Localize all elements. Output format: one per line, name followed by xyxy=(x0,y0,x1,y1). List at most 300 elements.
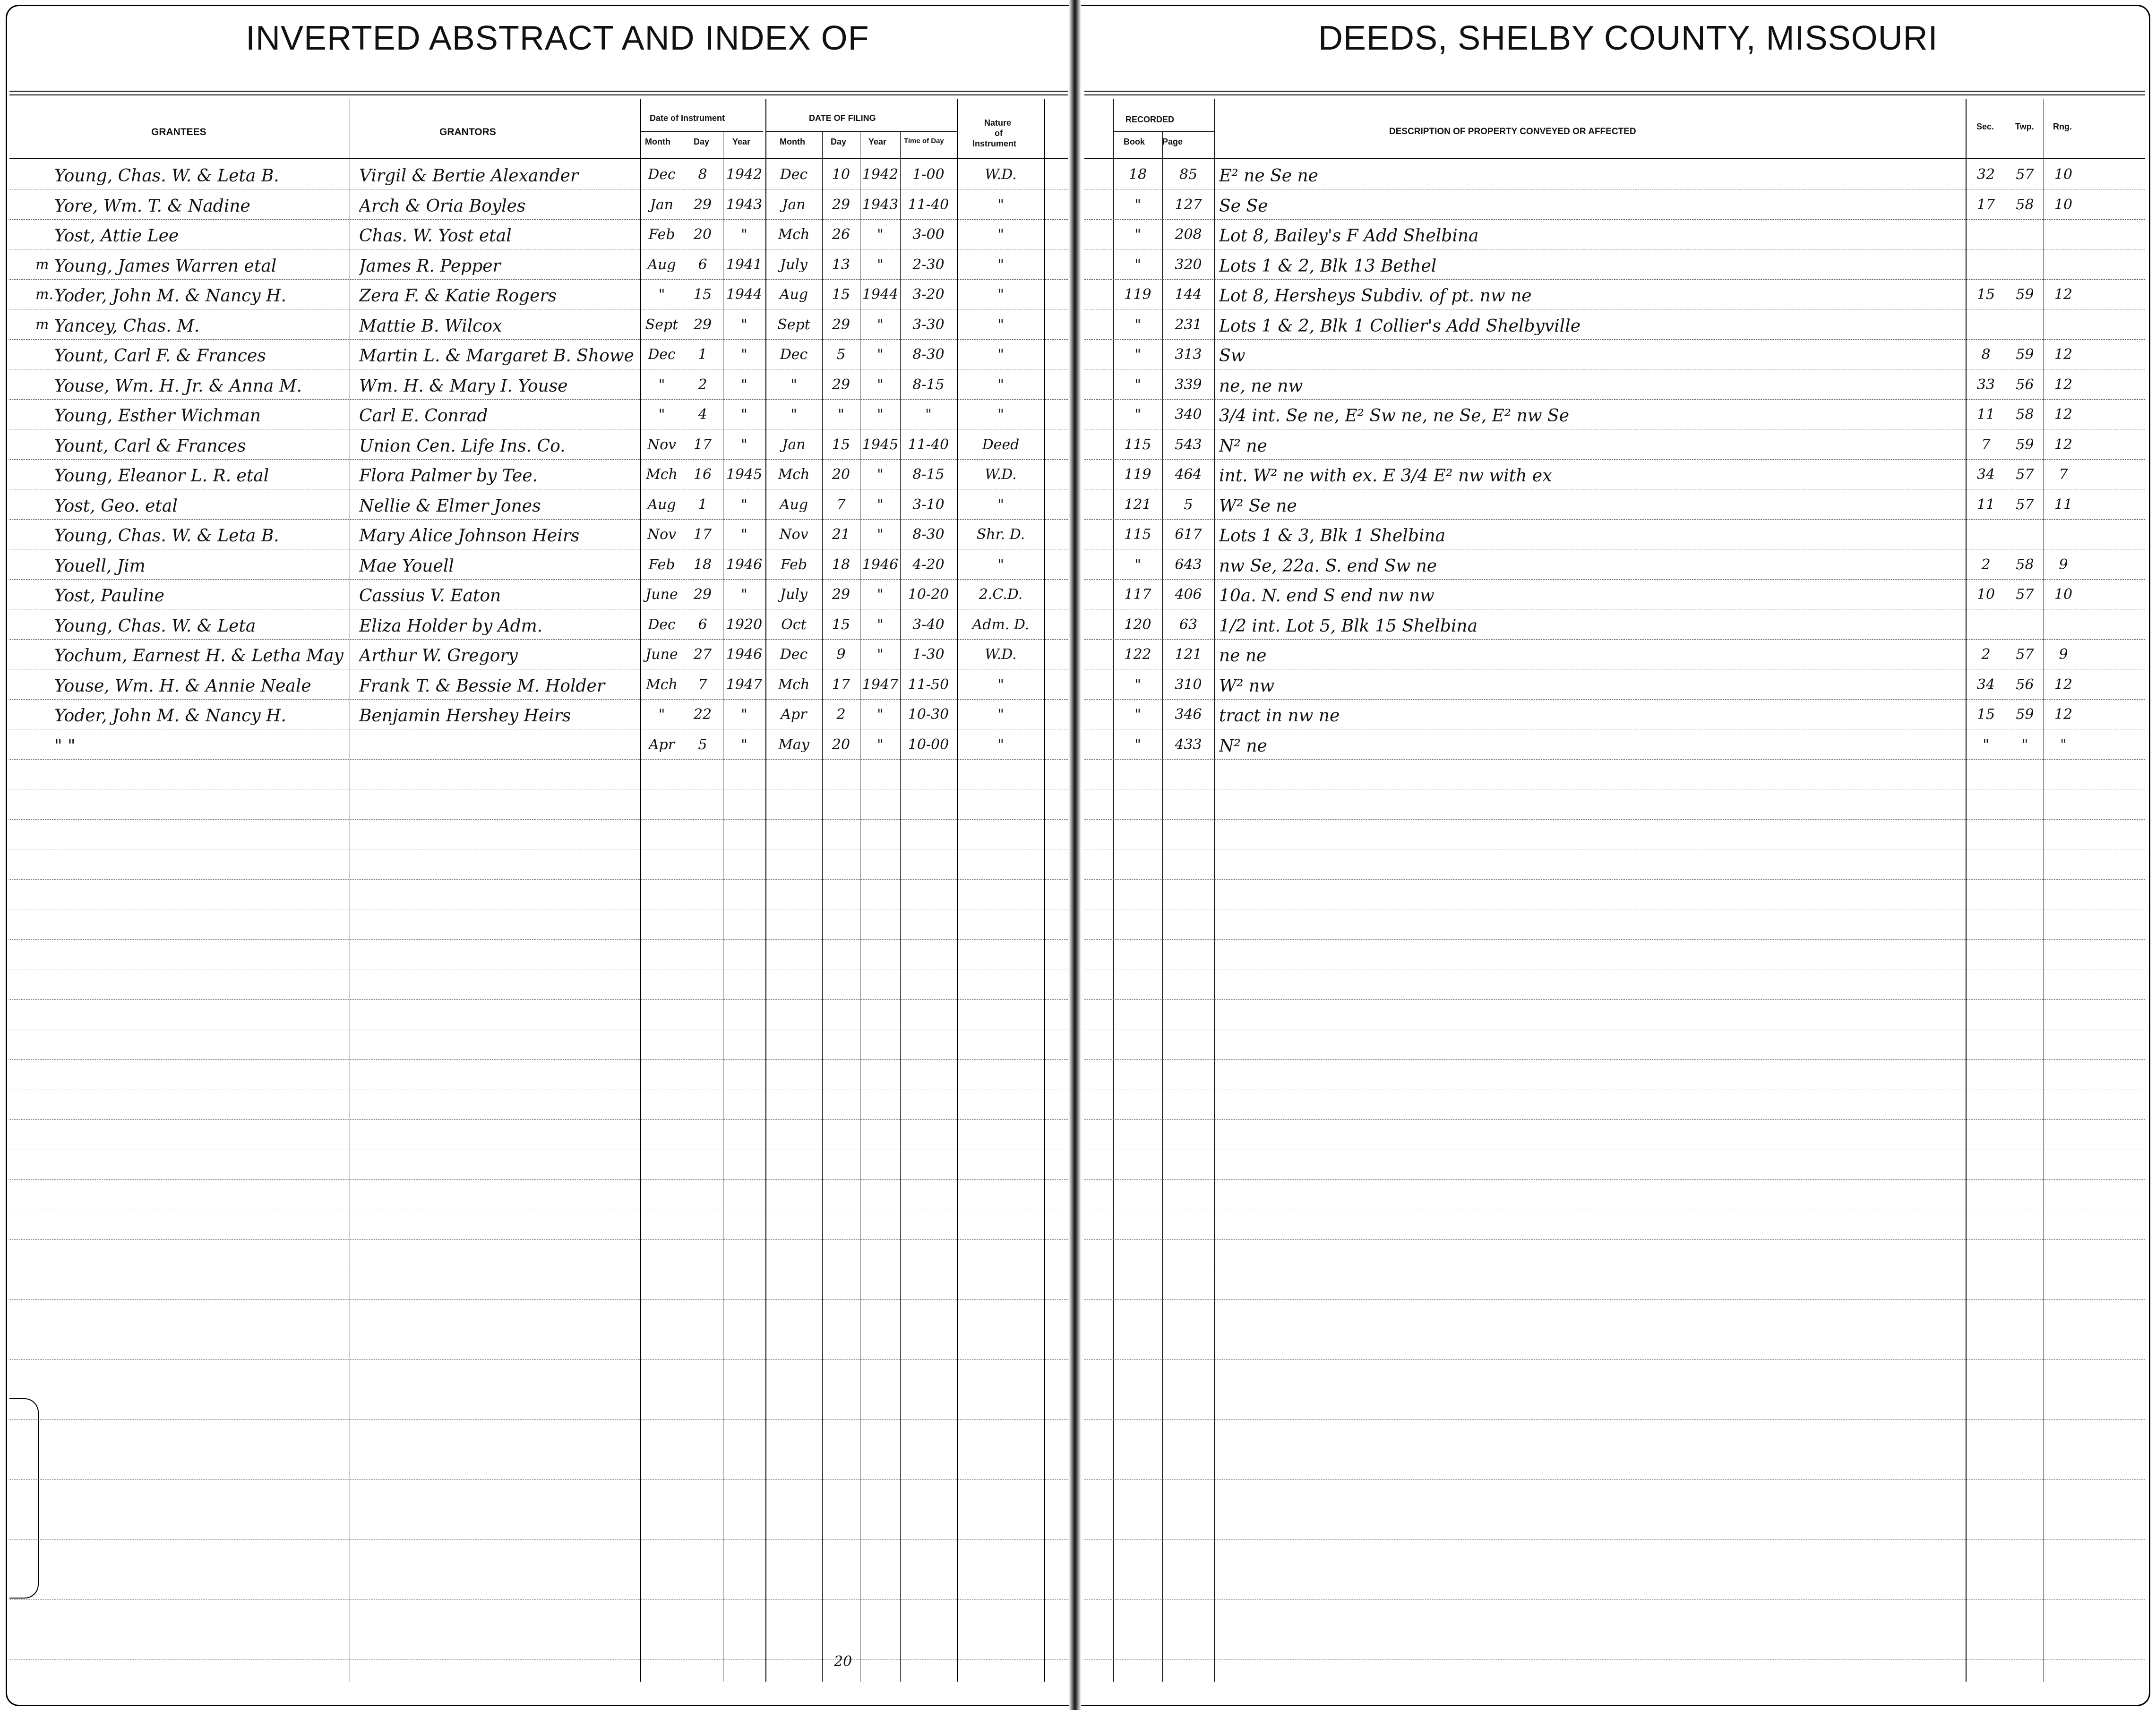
instrument-year: " xyxy=(741,317,747,332)
row-rule xyxy=(9,819,1068,820)
range: 12 xyxy=(2054,708,2073,722)
filing-month: Dec xyxy=(780,648,808,662)
recorded-book: " xyxy=(1134,377,1141,392)
filing-month: Mch xyxy=(778,468,810,482)
grantee-name: Youse, Wm. H. & Annie Neale xyxy=(54,677,311,695)
grantee-name: Young, Chas. W. & Leta B. xyxy=(54,168,279,185)
row-rule xyxy=(9,999,1068,1000)
recorded-page: 340 xyxy=(1175,408,1202,422)
filing-month: Feb xyxy=(780,557,807,572)
range: 7 xyxy=(2059,468,2068,482)
filing-year: 1946 xyxy=(862,557,899,572)
township: 56 xyxy=(2016,377,2034,392)
nature-of-instrument: Shr. D. xyxy=(976,528,1025,542)
filing-time: " xyxy=(925,408,932,422)
property-description: tract in nw ne xyxy=(1219,708,1340,725)
filing-month: Dec xyxy=(780,168,808,182)
page-number: 20 xyxy=(834,1653,852,1670)
property-description: Lots 1 & 3, Blk 1 Shelbina xyxy=(1219,528,1446,545)
property-description: W² Se ne xyxy=(1219,497,1297,515)
recorded-book: " xyxy=(1134,197,1141,212)
section: 7 xyxy=(1981,437,1991,452)
header-grantees: GRANTEES xyxy=(151,127,206,137)
filing-month: Oct xyxy=(781,617,807,632)
row-rule xyxy=(9,219,1068,220)
instrument-day: 29 xyxy=(693,197,712,212)
row-rule xyxy=(1084,1239,2145,1240)
row-rule xyxy=(9,519,1068,520)
range: 10 xyxy=(2054,197,2073,212)
recorded-book: 119 xyxy=(1124,288,1151,302)
row-rule xyxy=(1084,939,2145,940)
filing-day: 18 xyxy=(832,557,850,572)
range: 12 xyxy=(2054,677,2073,692)
filing-time: 3-10 xyxy=(912,497,945,512)
recorded-page: 231 xyxy=(1175,317,1202,332)
range: 10 xyxy=(2054,168,2073,182)
header-page: Page xyxy=(1162,137,1183,146)
filing-month: Mch xyxy=(778,228,810,242)
row-rule xyxy=(9,1179,1068,1180)
recorded-page: 208 xyxy=(1175,228,1202,242)
instrument-year: " xyxy=(741,348,747,362)
grantee-name: Yount, Carl F. & Frances xyxy=(54,348,266,365)
recorded-page: 406 xyxy=(1175,588,1202,602)
row-rule xyxy=(9,279,1068,280)
recorded-book: " xyxy=(1134,737,1141,752)
header-file-month: Month xyxy=(780,137,805,146)
filing-time: 3-20 xyxy=(912,288,945,302)
grantee-name: Yore, Wm. T. & Nadine xyxy=(54,197,250,215)
filing-time: 8-15 xyxy=(912,377,945,392)
recorded-book: " xyxy=(1134,317,1141,332)
property-description: 1/2 int. Lot 5, Blk 15 Shelbina xyxy=(1219,617,1478,635)
header-description: DESCRIPTION OF PROPERTY CONVEYED OR AFFECTED xyxy=(1389,127,1636,137)
filing-month: Sept xyxy=(777,317,810,332)
property-description: ne ne xyxy=(1219,648,1267,665)
nature-of-instrument: " xyxy=(997,497,1004,512)
section: 15 xyxy=(1976,288,1995,302)
township: 59 xyxy=(2016,348,2034,362)
nature-of-instrument: W.D. xyxy=(985,468,1017,482)
row-rule xyxy=(1084,579,2145,580)
row-rule xyxy=(1084,999,2145,1000)
nature-of-instrument: " xyxy=(997,348,1004,362)
recorded-page: 464 xyxy=(1175,468,1202,482)
instrument-day: 1 xyxy=(698,497,707,512)
grantee-name: Young, Chas. W. & Leta B. xyxy=(54,528,279,545)
nature-of-instrument: Adm. D. xyxy=(972,617,1030,632)
filing-time: 4-20 xyxy=(912,557,945,572)
filing-year: " xyxy=(877,588,884,602)
instrument-month: Feb xyxy=(648,228,675,242)
header-file-year: Year xyxy=(868,137,887,146)
filing-time: 11-40 xyxy=(908,197,949,212)
nature-of-instrument: " xyxy=(997,737,1004,752)
section: 17 xyxy=(1976,197,1995,212)
range: 12 xyxy=(2054,377,2073,392)
range: " xyxy=(2060,737,2067,752)
instrument-month: Aug xyxy=(647,497,676,512)
property-description: Lot 8, Hersheys Subdiv. of pt. nw ne xyxy=(1219,288,1532,305)
instrument-year: " xyxy=(741,708,747,722)
instrument-day: 16 xyxy=(693,468,712,482)
filing-month: Jan xyxy=(782,197,806,212)
recorded-book: 120 xyxy=(1124,617,1151,632)
grantor-name: Nellie & Elmer Jones xyxy=(359,497,541,515)
filing-year: " xyxy=(877,737,884,752)
recorded-page: 433 xyxy=(1175,737,1202,752)
grantee-name: Yancey, Chas. M. xyxy=(54,317,200,335)
grantor-name: Cassius V. Eaton xyxy=(359,588,501,605)
range: 9 xyxy=(2059,648,2068,662)
book-spine xyxy=(1069,0,1081,1710)
nature-of-instrument: " xyxy=(997,408,1004,422)
section: 32 xyxy=(1976,168,1995,182)
grantor-name: Benjamin Hershey Heirs xyxy=(359,708,571,725)
row-rule xyxy=(1084,399,2145,400)
filing-day: 29 xyxy=(832,588,850,602)
grantee-name: " " xyxy=(54,737,76,755)
nature-of-instrument: Deed xyxy=(982,437,1020,452)
instrument-day: 6 xyxy=(698,617,707,632)
filing-day: 20 xyxy=(832,737,850,752)
filing-month: May xyxy=(778,737,809,752)
instrument-year: 1942 xyxy=(726,168,763,182)
filing-day: 29 xyxy=(832,377,850,392)
grantor-name: Zera F. & Katie Rogers xyxy=(359,288,557,305)
property-description: Se Se xyxy=(1219,197,1268,215)
instrument-year: " xyxy=(741,377,747,392)
instrument-month: " xyxy=(658,408,665,422)
recorded-book: 115 xyxy=(1124,528,1151,542)
filing-time: 2-30 xyxy=(912,257,945,272)
filing-month: Apr xyxy=(781,708,807,722)
instrument-year: 1941 xyxy=(726,257,763,272)
grantor-name: Virgil & Bertie Alexander xyxy=(359,168,579,185)
filing-day: 10 xyxy=(832,168,850,182)
recorded-page: 121 xyxy=(1175,648,1202,662)
row-rule xyxy=(9,759,1068,760)
filing-day: " xyxy=(838,408,844,422)
recorded-book: " xyxy=(1134,257,1141,272)
row-rule xyxy=(1084,759,2145,760)
instrument-year: 1947 xyxy=(726,677,763,692)
recorded-book: 122 xyxy=(1124,648,1151,662)
instrument-month: Nov xyxy=(647,437,677,452)
grantee-name: Yost, Geo. etal xyxy=(54,497,178,515)
instrument-month: Jan xyxy=(650,197,674,212)
filing-year: " xyxy=(877,408,884,422)
row-rule xyxy=(1084,1119,2145,1120)
filing-day: 29 xyxy=(832,317,850,332)
range: 9 xyxy=(2059,557,2068,572)
row-rule xyxy=(1084,639,2145,640)
grantor-name: Arthur W. Gregory xyxy=(359,648,518,665)
header-time-of-day: Time of Day xyxy=(904,137,944,145)
instrument-year: " xyxy=(741,437,747,452)
recorded-book: " xyxy=(1134,348,1141,362)
filing-month: July xyxy=(780,257,807,272)
filing-month: Aug xyxy=(779,497,808,512)
instrument-year: 1944 xyxy=(726,288,763,302)
header-sec: Sec. xyxy=(1976,122,1994,131)
instrument-year: " xyxy=(741,528,747,542)
instrument-day: 2 xyxy=(698,377,707,392)
nature-of-instrument: " xyxy=(997,288,1004,302)
township: 57 xyxy=(2016,497,2034,512)
property-description: W² nw xyxy=(1219,677,1274,695)
grantor-name: Wm. H. & Mary I. Youse xyxy=(359,377,568,395)
nature-of-instrument: W.D. xyxy=(985,168,1017,182)
property-description: Lots 1 & 2, Blk 1 Collier's Add Shelbyville xyxy=(1219,317,1581,335)
recorded-page: 643 xyxy=(1175,557,1202,572)
instrument-year: 1946 xyxy=(726,557,763,572)
recorded-book: 121 xyxy=(1124,497,1151,512)
row-rule xyxy=(9,939,1068,940)
filing-day: 17 xyxy=(832,677,850,692)
filing-month: Mch xyxy=(778,677,810,692)
filing-year: 1947 xyxy=(862,677,899,692)
property-description: E² ne Se ne xyxy=(1219,168,1318,185)
grantee-name: Yoder, John M. & Nancy H. xyxy=(54,708,286,725)
filing-year: " xyxy=(877,377,884,392)
row-rule xyxy=(9,459,1068,460)
instrument-month: Dec xyxy=(648,348,676,362)
filing-month: Aug xyxy=(779,288,808,302)
recorded-page: 127 xyxy=(1175,197,1202,212)
filing-time: 10-20 xyxy=(908,588,949,602)
instrument-month: Mch xyxy=(646,677,678,692)
recorded-book: " xyxy=(1134,557,1141,572)
township: 58 xyxy=(2016,557,2034,572)
recorded-page: 543 xyxy=(1175,437,1202,452)
township: 59 xyxy=(2016,437,2034,452)
property-description: 10a. N. end S end nw nw xyxy=(1219,588,1434,605)
recorded-page: 63 xyxy=(1179,617,1198,632)
section: 11 xyxy=(1976,497,1995,512)
instrument-year: 1946 xyxy=(726,648,763,662)
instrument-month: June xyxy=(645,588,678,602)
nature-of-instrument: " xyxy=(997,197,1004,212)
grantee-name: Yoder, John M. & Nancy H. xyxy=(54,288,286,305)
section: 15 xyxy=(1976,708,1995,722)
row-rule xyxy=(1084,699,2145,700)
township: 59 xyxy=(2016,288,2034,302)
row-rule xyxy=(9,879,1068,880)
grantee-name: Young, Eleanor L. R. etal xyxy=(54,468,269,485)
filing-year: 1943 xyxy=(862,197,899,212)
recorded-book: " xyxy=(1134,408,1141,422)
township: 57 xyxy=(2016,648,2034,662)
property-description: Lot 8, Bailey's F Add Shelbina xyxy=(1219,228,1479,245)
left-page-title: INVERTED ABSTRACT AND INDEX OF xyxy=(246,19,869,57)
nature-of-instrument: " xyxy=(997,677,1004,692)
township: 57 xyxy=(2016,588,2034,602)
recorded-page: 144 xyxy=(1175,288,1202,302)
grantor-name: Martin L. & Margaret B. Showe xyxy=(359,348,634,365)
row-rule xyxy=(1084,339,2145,340)
instrument-day: 5 xyxy=(698,737,707,752)
filing-time: 11-40 xyxy=(908,437,949,452)
header-rng: Rng. xyxy=(2053,122,2072,131)
instrument-day: 17 xyxy=(693,437,712,452)
grantor-name: Flora Palmer by Tee. xyxy=(359,468,538,485)
row-rule xyxy=(1084,1299,2145,1300)
property-description: ne, ne nw xyxy=(1219,377,1303,395)
filing-day: 20 xyxy=(832,468,850,482)
right-row-rules xyxy=(1084,0,2145,1710)
section: 8 xyxy=(1981,348,1991,362)
property-description: Sw xyxy=(1219,348,1245,365)
instrument-month: Sept xyxy=(645,317,679,332)
grantor-name: Carl E. Conrad xyxy=(359,408,488,425)
filing-time: 8-15 xyxy=(912,468,945,482)
header-inst-month: Month xyxy=(645,137,670,146)
instrument-month: Dec xyxy=(648,617,676,632)
grantor-name: Frank T. & Bessie M. Holder xyxy=(359,677,605,695)
filing-month: " xyxy=(790,408,797,422)
row-rule xyxy=(1084,459,2145,460)
filing-day: 15 xyxy=(832,288,850,302)
filing-day: 7 xyxy=(836,497,846,512)
filing-day: 15 xyxy=(832,617,850,632)
property-description: nw Se, 22a. S. end Sw ne xyxy=(1219,557,1437,575)
section: " xyxy=(1983,737,1989,752)
filing-year: 1945 xyxy=(862,437,899,452)
entry-mark: m. xyxy=(35,288,53,302)
filing-time: 8-30 xyxy=(912,348,945,362)
nature-of-instrument: 2.C.D. xyxy=(979,588,1023,602)
township: 56 xyxy=(2016,677,2034,692)
filing-day: 13 xyxy=(832,257,850,272)
property-description: N² ne xyxy=(1219,437,1267,455)
grantee-name: Yost, Pauline xyxy=(54,588,164,605)
grantor-name: Mae Youell xyxy=(359,557,454,575)
instrument-year: 1920 xyxy=(726,617,763,632)
instrument-year: " xyxy=(741,408,747,422)
filing-time: 10-30 xyxy=(908,708,949,722)
grantor-name: James R. Pepper xyxy=(359,257,501,275)
instrument-month: " xyxy=(658,288,665,302)
filing-year: " xyxy=(877,648,884,662)
grantor-name: Eliza Holder by Adm. xyxy=(359,617,543,635)
filing-time: 11-50 xyxy=(908,677,949,692)
township: 59 xyxy=(2016,708,2034,722)
range: 12 xyxy=(2054,408,2073,422)
nature-of-instrument: " xyxy=(997,557,1004,572)
township: 57 xyxy=(2016,468,2034,482)
grantor-name: Mary Alice Johnson Heirs xyxy=(359,528,580,545)
range: 12 xyxy=(2054,288,2073,302)
filing-time: 3-00 xyxy=(912,228,945,242)
row-rule xyxy=(1084,1179,2145,1180)
range: 11 xyxy=(2054,497,2073,512)
filing-year: " xyxy=(877,228,884,242)
nature-of-instrument: " xyxy=(997,377,1004,392)
filing-year: " xyxy=(877,708,884,722)
instrument-month: Dec xyxy=(648,168,676,182)
instrument-month: Aug xyxy=(647,257,676,272)
section: 10 xyxy=(1976,588,1995,602)
instrument-year: 1943 xyxy=(726,197,763,212)
instrument-day: 17 xyxy=(693,528,712,542)
grantor-name: Mattie B. Wilcox xyxy=(359,317,502,335)
nature-of-instrument: " xyxy=(997,708,1004,722)
header-date-of-filing: DATE OF FILING xyxy=(809,113,876,123)
instrument-day: 27 xyxy=(693,648,712,662)
filing-year: " xyxy=(877,317,884,332)
recorded-page: 313 xyxy=(1175,348,1202,362)
nature-of-instrument: " xyxy=(997,257,1004,272)
right-page-title: DEEDS, SHELBY COUNTY, MISSOURI xyxy=(1318,19,1938,57)
filing-day: 15 xyxy=(832,437,850,452)
filing-time: 3-30 xyxy=(912,317,945,332)
grantee-name: Yount, Carl & Frances xyxy=(54,437,246,455)
section: 11 xyxy=(1976,408,1995,422)
filing-month: Nov xyxy=(779,528,808,542)
filing-time: 10-00 xyxy=(908,737,949,752)
filing-time: 8-30 xyxy=(912,528,945,542)
range: 10 xyxy=(2054,588,2073,602)
header-recorded: RECORDED xyxy=(1125,115,1175,124)
recorded-page: 5 xyxy=(1184,497,1193,512)
recorded-book: " xyxy=(1134,708,1141,722)
filing-month: July xyxy=(780,588,807,602)
instrument-day: 22 xyxy=(693,708,712,722)
header-nature-1: Nature xyxy=(984,118,1012,128)
filing-day: 9 xyxy=(836,648,846,662)
filing-year: " xyxy=(877,528,884,542)
row-rule xyxy=(1084,279,2145,280)
grantee-name: Young, James Warren etal xyxy=(54,257,277,275)
instrument-day: 6 xyxy=(698,257,707,272)
property-description: Lots 1 & 2, Blk 13 Bethel xyxy=(1219,257,1437,275)
instrument-month: Apr xyxy=(648,737,675,752)
filing-day: 21 xyxy=(832,528,850,542)
instrument-month: June xyxy=(645,648,678,662)
row-rule xyxy=(1084,519,2145,520)
instrument-day: 15 xyxy=(693,288,712,302)
property-description: 3/4 int. Se ne, E² Sw ne, ne Se, E² nw Se xyxy=(1219,408,1570,425)
filing-year: " xyxy=(877,468,884,482)
section: 2 xyxy=(1981,557,1991,572)
instrument-day: 1 xyxy=(698,348,707,362)
filing-time: 1-00 xyxy=(912,168,945,182)
filing-year: " xyxy=(877,497,884,512)
grantee-name: Young, Esther Wichman xyxy=(54,408,261,425)
instrument-day: 4 xyxy=(698,408,707,422)
township: 58 xyxy=(2016,408,2034,422)
section: 33 xyxy=(1976,377,1995,392)
township: 58 xyxy=(2016,197,2034,212)
instrument-day: 20 xyxy=(693,228,712,242)
range: 12 xyxy=(2054,348,2073,362)
instrument-day: 18 xyxy=(693,557,712,572)
instrument-day: 8 xyxy=(698,168,707,182)
instrument-year: " xyxy=(741,737,747,752)
grantee-name: Yost, Attie Lee xyxy=(54,228,179,245)
section: 34 xyxy=(1976,677,1995,692)
recorded-page: 339 xyxy=(1175,377,1202,392)
instrument-day: 29 xyxy=(693,588,712,602)
property-description: N² ne xyxy=(1219,737,1267,755)
nature-of-instrument: W.D. xyxy=(985,648,1017,662)
filing-time: 1-30 xyxy=(912,648,945,662)
left-row-rules xyxy=(9,0,1068,1710)
instrument-month: Feb xyxy=(648,557,675,572)
instrument-year: " xyxy=(741,588,747,602)
